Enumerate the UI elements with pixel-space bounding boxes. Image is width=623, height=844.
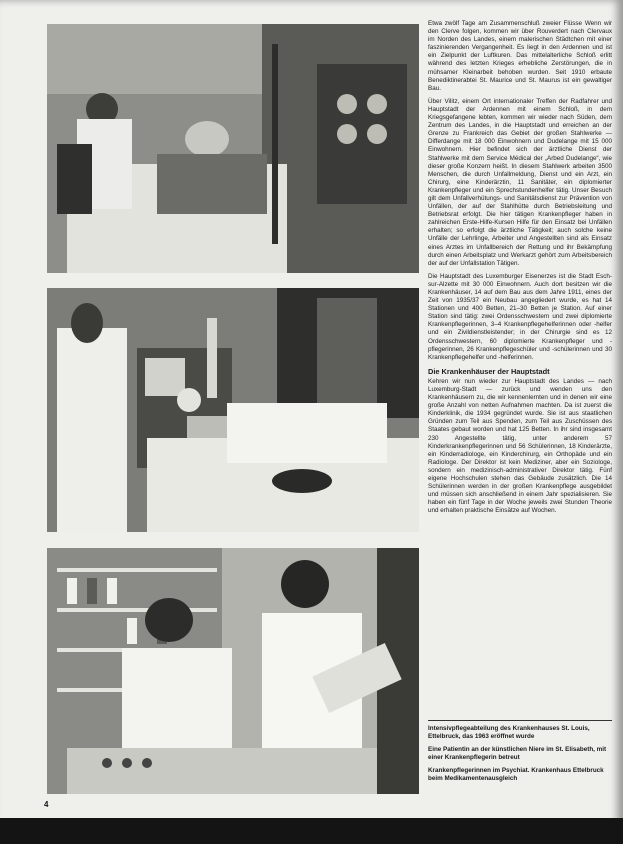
paragraph-2: Über Vilitz, einem Ort internationaler Treffen der Radfahrer und Hauptstadt der Ardennen mit einem Schloß, in dem Kriegsgefangene lebten, kommen wir wieder nach Süden, dem Zentrum des Landes, in die Hauptstadt und erreichen an der Grenze zu Frankreich das Gebiet der großen Stahlwerke — Differdange mit 18 000 Einwohnern und Dudelange mit 15 000 Einwohnern. Hier befindet sich der ärztliche Dienst der Stahlwerke mit dem Service Médical der „Arbed Dudelange“, wie dieser große Konzern heißt. In diesem Stahlwerk arbeiten 3500 Menschen, die durch Unfallmeldung, Dienst und ein Arzt, ein Chirurg, eine Kinderärztin, 11 Sanitäter, ein diplomierter Krankenpfleger und ein Sprechstundenhelfer tätig. Unser Besuch gilt dem Unfallverhütungs- und Sanitätsdienst zur Prävention von Unfällen, der auf der Stahlhütte durch Betriebsleitung und Betriebsrat erfolgt. Die hier tätigen Krankenpfleger haben in zahlreichen Erste-Hilfe-Kursen Hilfe für den Einsatz bei Unfällen erhalten; so erfolgt die ärztliche Tätigkeit; auch solche keine Unfälle der Lehrlinge, Arbeiter und Angestellten sind als Einsatz eines Arztes im Unfallbereich der Rettung und ihr Bekämpfung durch einen Arbeitsplatz und Werkarzt gehört zum Arbeitsbereich der auf der Unfallstation Tätigen. <box>428 97 612 267</box>
paragraph-3: Die Hauptstadt des Luxemburger Eisenerzes ist die Stadt Esch-sur-Alzette mit 30 000 Einwohnern. Auch dort besitzen wir die Krankenhäuser, 14 auf dem Bau aus dem Jahre 1911, eines der Zeit von 1935/37 ein Neubau angegliedert wurde, es hat 14 Stationen und 400 Betten, 21–30 Betten je Station. Auf einer Station sind tätig: zwei Ordensschwestern und zwei diplomierte Krankenpflegerinnen, 3–4 Krankenpflegehelferinnen oder -helfer und ein Zivildienstleistender; in der Chirurgie sind es 12 Ordensschwestern, 60 diplomierte Krankenpfleger und -pflegerinnen, 26 Krankenpflegeschüler und -schülerinnen und 30 Krankenpflegehelfer und -helferinnen. <box>428 272 612 361</box>
photo-pharmacy-nurses <box>47 548 419 794</box>
intensive-care-image <box>47 24 419 273</box>
pharmacy-nurses-image <box>47 548 419 794</box>
section-heading: Die Krankenhäuser der Hauptstadt <box>428 366 550 376</box>
paragraph-1: Etwa zwölf Tage am Zusammenschluß zweier Flüsse Wenn wir den Clerve folgen, kommen wir über Rouverdert nach Clervaux im Norden des Landes, einem malerischen Städtchen mit einer faszinierenden Vergangenheit. Es liegt in den Ardennen und ist ein Zielpunkt der Luftkuren. Das mittelalterliche Schloß erlitt während des letzten Krieges erhebliche Zerstörungen, die in mühsamer Kleinarbeit behoben wurden. Seit 1910 erbaute Benediktinerabtei St. Maurice und St. Maurus ist ein gewaltiger Bau. <box>428 20 612 92</box>
photo-artificial-kidney <box>47 288 419 532</box>
scan-bottom-edge <box>0 818 623 844</box>
photo-intensive-care <box>47 24 419 273</box>
caption-photo-3: Krankenpflegerinnen im Psychiat. Krankenhaus Ettelbruck beim Medikamentenausgleich <box>428 767 604 782</box>
artificial-kidney-image <box>47 288 419 532</box>
caption-photo-2: Eine Patientin an der künstlichen Niere im St. Elisabeth, mit einer Krankenpflegerin betreut <box>428 746 607 761</box>
caption-photo-1: Intensivpflegeabteilung des Krankenhauses St. Louis, Ettelbruck, das 1963 eröffnet wurde <box>428 725 590 740</box>
caption-divider <box>428 720 612 721</box>
article-text-column <box>428 20 612 520</box>
photo-captions <box>428 720 612 788</box>
page-number: 4 <box>44 800 49 809</box>
paragraph-4: Kehren wir nun wieder zur Hauptstadt des Landes — nach Luxemburg-Stadt — zurück und wenden uns den Krankenhäusern zu, die wir kennenlernten und in denen wir eine große Anzahl von netten Aufnahmen machten. Da ist zuerst die Kinderklinik, die 1934 gegründet wurde. Sie ist aus staatlichen Gründen zum Teil aus Spenden, zum Teil aus Zuschüssen des Staates gebaut worden und hat 125 Betten. In ihr sind insgesamt 230 Angestellte tätig, unter anderem 57 Kinderkrankenpflegerinnen und 56 Schülerinnen, 18 Kinderärzte, ein Kinderradiologe, ein Kinderchirurg, ein Orthopäde und ein Radiologe. Der Direktor ist kein Mediziner, aber ein Soziologe, sondern ein medizinisch-administrativer Direktor tätig. Fünf eigene Hochschulen stehen das Gebäude zusätzlich. Die 14 Schülerinnen werden in der großen Krankenpflege ausgebildet und müssen sich anschließend in einem Jahr spezialisieren. Sie haben ein fünf Tage in der Woche jeweils zwei Stunden Theorie und erhalten praktische Einsätze auf Wochen. <box>428 377 612 515</box>
